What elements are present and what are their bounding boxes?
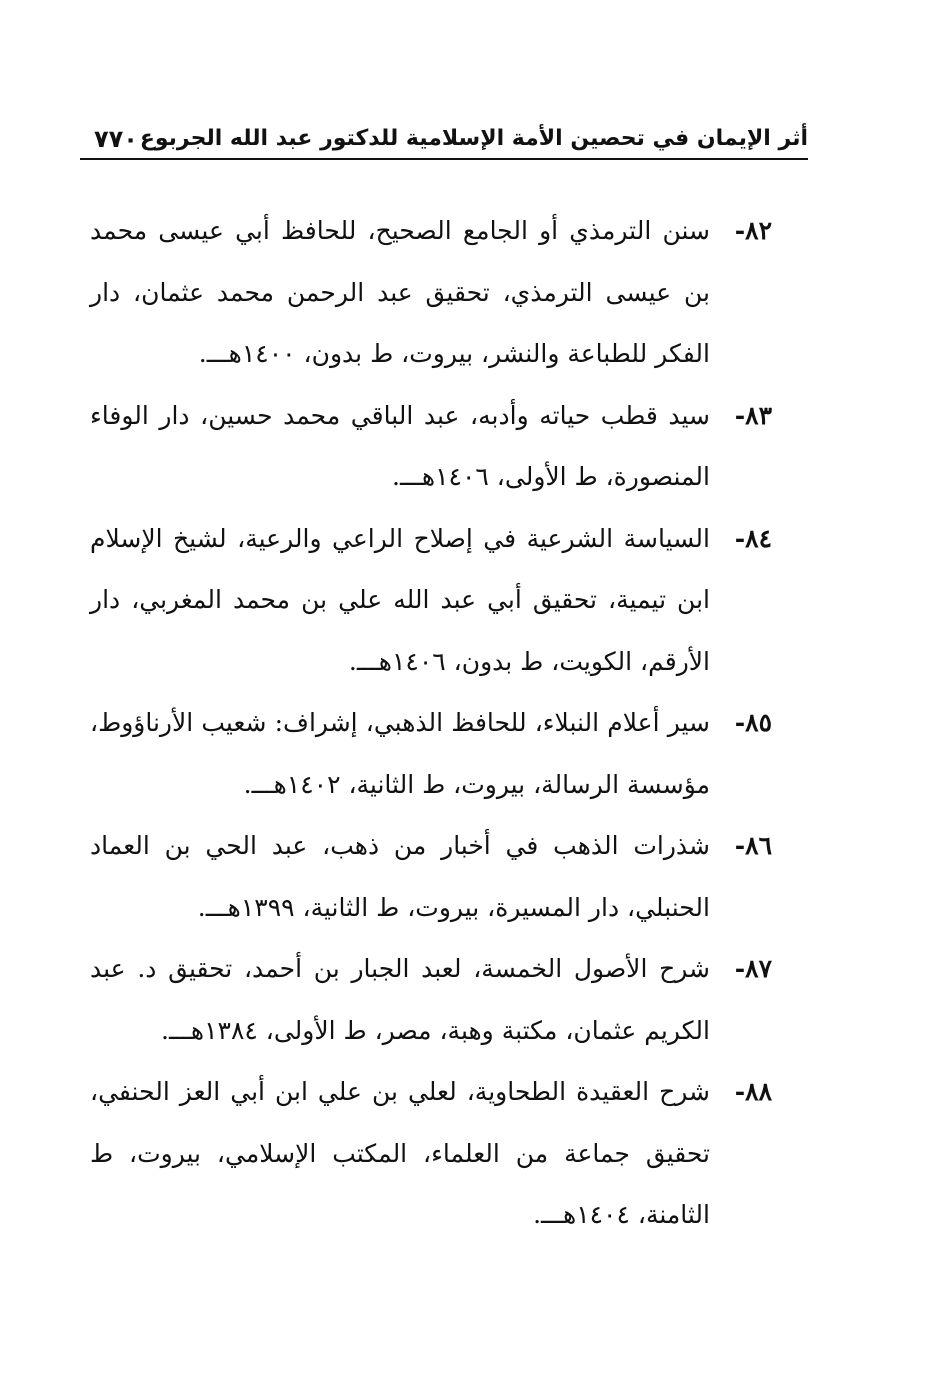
entry-number: ٨٢-	[734, 216, 772, 245]
bibliography-entry-84	[90, 508, 772, 693]
entry-text: سنن الترمذي أو الجامع الصحيح، للحافظ أبي عيسى محمد بن عيسى الترمذي، تحقيق عبد الرحمن محمد عثمان، دار الفكر للطباعة والنشر، بيروت، ط بدون، ١٤٠٠هـــ.	[90, 216, 710, 368]
entry-number: ٨٧-	[734, 954, 772, 983]
bibliography-entry-85	[90, 692, 772, 815]
bibliography-entry-88	[90, 1061, 772, 1246]
bibliography-entry-82	[90, 200, 772, 385]
entry-text: شرح الأصول الخمسة، لعبد الجبار بن أحمد، تحقيق د. عبد الكريم عثمان، مكتبة وهبة، مصر، ط الأولى، ١٣٨٤هـــ.	[90, 954, 710, 1045]
header-title: أثر الإيمان في تحصين الأمة الإسلامية للدكتور عبد الله الجربوع	[139, 126, 808, 151]
entry-text: شذرات الذهب في أخبار من ذهب، عبد الحي بن العماد الحنبلي، دار المسيرة، بيروت، ط الثانية، ١٣٩٩هـــ.	[90, 831, 710, 922]
entry-number: ٨٤-	[734, 523, 772, 553]
entry-text: سيد قطب حياته وأدبه، عبد الباقي محمد حسين، دار الوفاء المنصورة، ط الأولى، ١٤٠٦هـــ.	[90, 400, 710, 491]
page-number: ٧٧٠	[94, 125, 138, 153]
entry-text: سير أعلام النبلاء، للحافظ الذهبي، إشراف: شعيب الأرناؤوط، مؤسسة الرسالة، بيروت، ط الثانية، ١٤٠٢هـــ.	[90, 708, 710, 799]
running-header	[80, 110, 808, 160]
entry-number: ٨٣-	[734, 400, 772, 430]
bibliography-entry-87	[90, 938, 772, 1061]
bibliography-entry-83	[90, 385, 772, 508]
entry-number: ٨٦-	[734, 831, 772, 860]
entry-text: السياسة الشرعية في إصلاح الراعي والرعية، لشيخ الإسلام ابن تيمية، تحقيق أبي عبد الله علي بن محمد المغربي، دار الأرقم، الكويت، ط بدون، ١٤٠٦هـــ.	[90, 523, 710, 676]
bibliography-list	[90, 200, 772, 1246]
entry-number: ٨٨-	[734, 1077, 772, 1106]
entry-text: شرح العقيدة الطحاوية، لعلي بن علي ابن أبي العز الحنفي، تحقيق جماعة من العلماء، المكتب الإسلامي، بيروت، ط الثامنة، ١٤٠٤هـــ.	[90, 1077, 710, 1229]
bibliography-entry-86	[90, 815, 772, 938]
entry-number: ٨٥-	[734, 708, 772, 737]
